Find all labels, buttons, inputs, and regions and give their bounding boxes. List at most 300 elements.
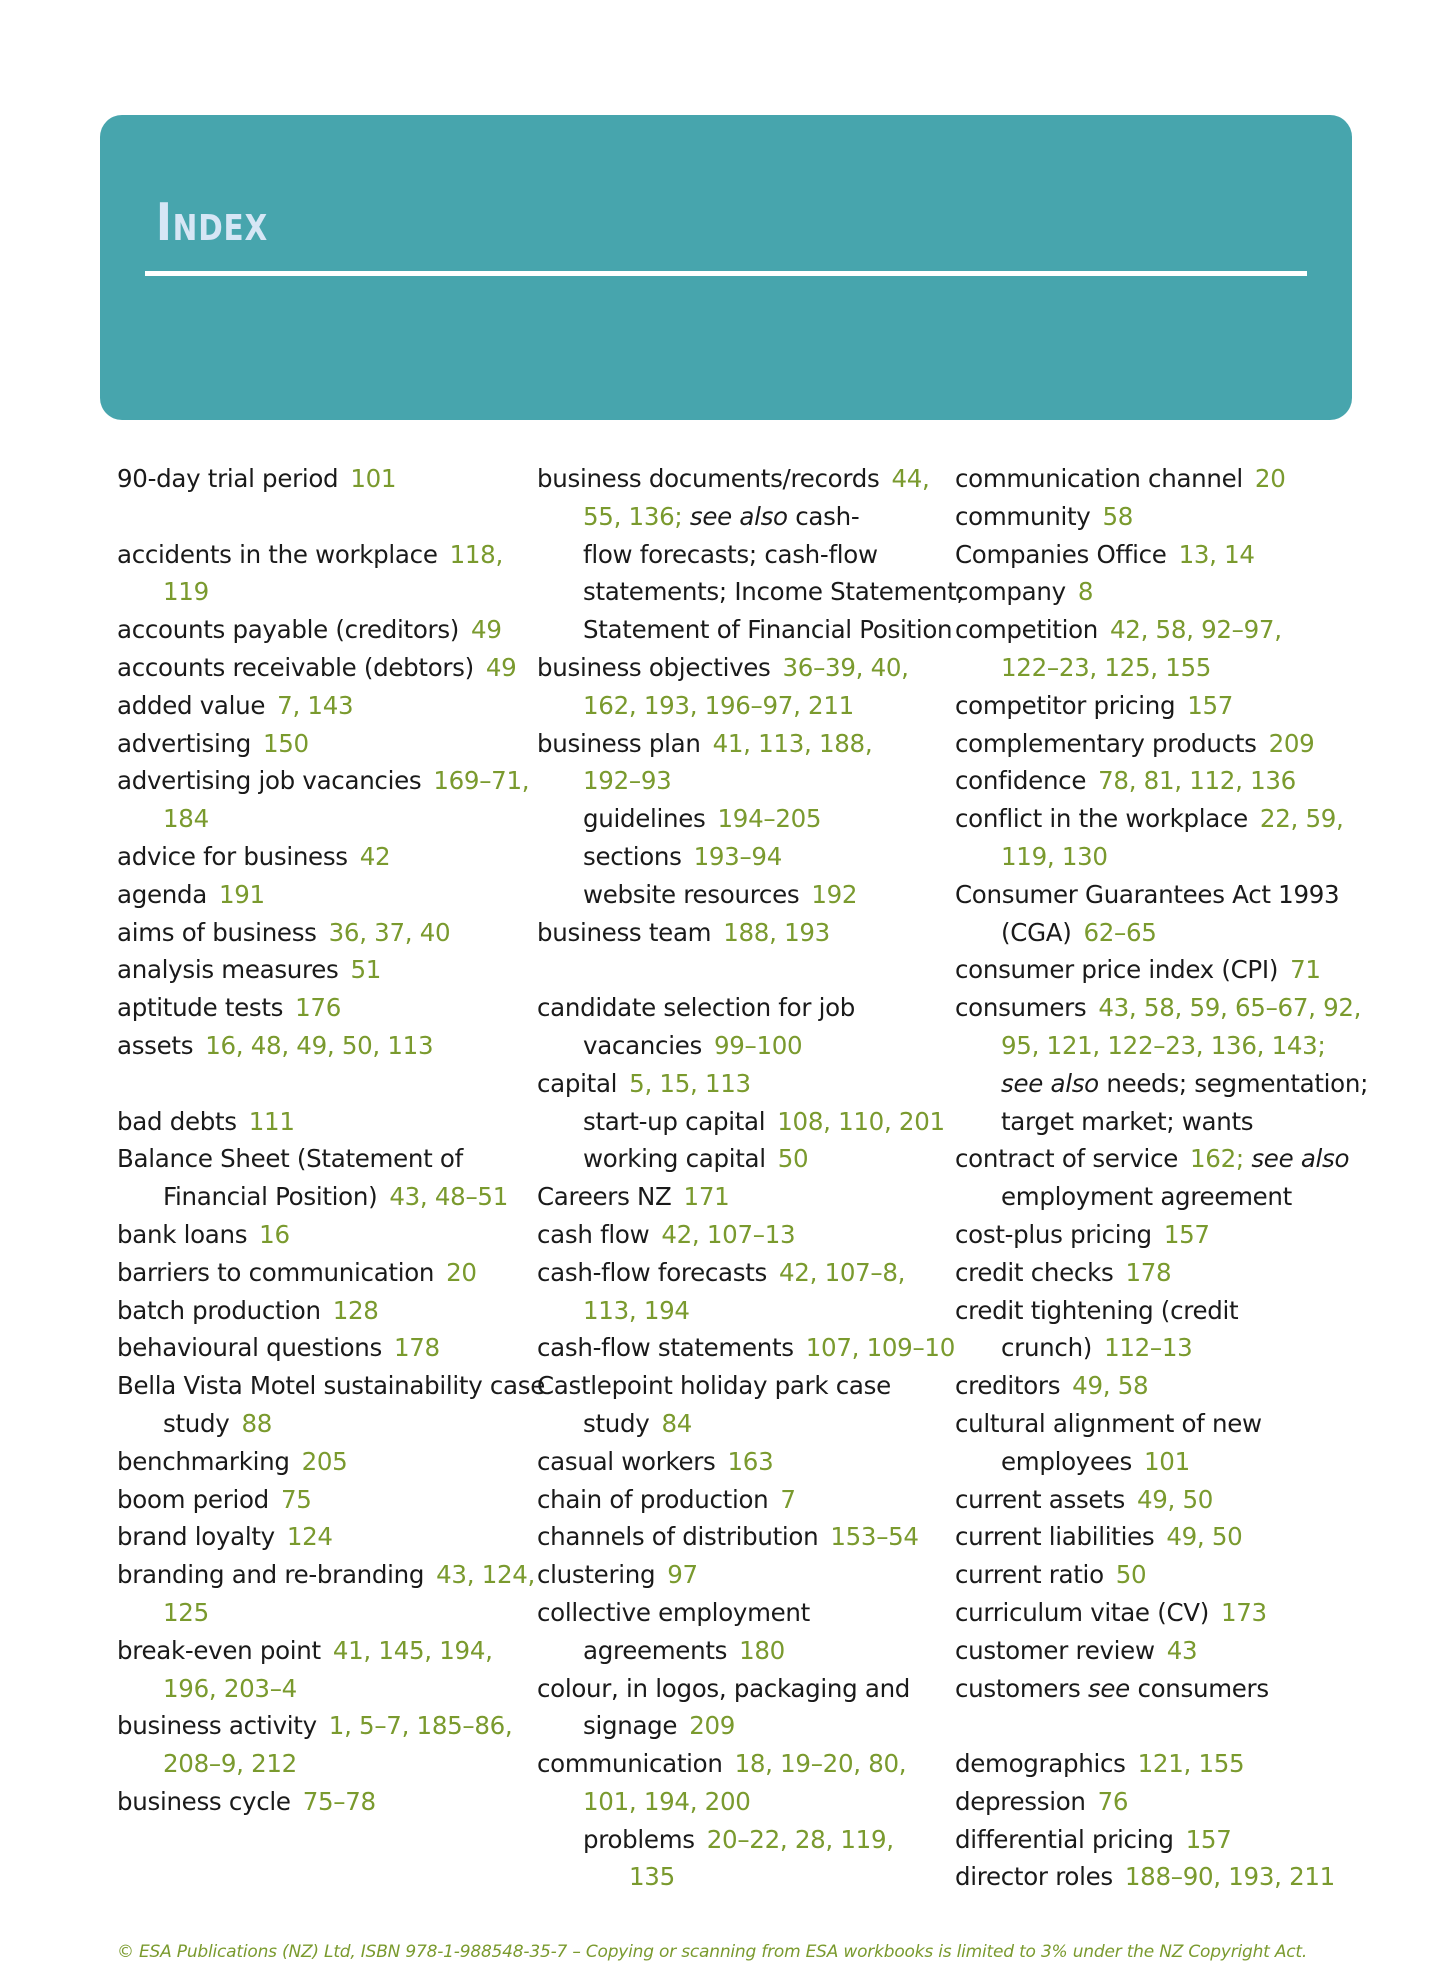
index-entry-line <box>117 1632 537 1670</box>
index-entry-line <box>955 1518 1375 1556</box>
index-entry-line <box>117 762 537 800</box>
page-references: 1, 5–7, 185–86, <box>328 1711 513 1741</box>
index-entry-line <box>537 1443 957 1481</box>
index-term: needs; segmentation; <box>1098 1068 1369 1098</box>
index-entry-line <box>537 914 957 952</box>
index-term: employees <box>1001 1446 1132 1476</box>
page-references: 97 <box>667 1560 698 1590</box>
index-entry-line <box>537 1292 957 1330</box>
page-references: 49 <box>485 652 517 682</box>
index-entry-line <box>537 1367 957 1405</box>
index-entry-line <box>117 1103 537 1141</box>
index-term: advertising <box>117 728 251 758</box>
page-references: 49, 58 <box>1072 1371 1149 1401</box>
index-entry-line <box>537 1405 957 1443</box>
index-entry-line <box>117 536 537 574</box>
index-term: agenda <box>117 879 207 909</box>
page-references: 169–71, <box>433 766 530 796</box>
index-entry-line <box>955 876 1375 914</box>
index-term: company <box>955 577 1066 607</box>
index-term: Careers NZ <box>537 1182 672 1212</box>
index-entry-line <box>537 1178 957 1216</box>
index-entry-line <box>537 1783 957 1821</box>
index-entry-line <box>955 1670 1375 1708</box>
page-references: 42, 107–13 <box>661 1219 796 1249</box>
index-term: bank loans <box>117 1219 248 1249</box>
index-entry-line <box>955 1329 1375 1367</box>
index-term: Consumer Guarantees Act 1993 <box>955 879 1340 909</box>
page-references: 88 <box>241 1408 273 1438</box>
index-entry-line <box>117 914 537 952</box>
page-references: 107, 109–10 <box>805 1333 955 1363</box>
index-entry-line <box>955 762 1375 800</box>
page-references: 101, 194, 200 <box>583 1786 751 1816</box>
index-entry-line <box>117 876 537 914</box>
index-term: accounts receivable (debtors) <box>117 652 474 682</box>
index-term: consumer price index (CPI) <box>955 955 1279 985</box>
index-entry-line <box>955 1065 1375 1103</box>
index-term: accounts payable (creditors) <box>117 615 460 645</box>
index-term: study <box>583 1408 650 1438</box>
index-entry-line <box>955 687 1375 725</box>
page-references: 41, 113, 188, <box>712 728 873 758</box>
index-entry-line <box>955 1556 1375 1594</box>
index-entry-line <box>537 876 957 914</box>
index-entry-line <box>117 800 537 838</box>
index-entry-line <box>117 1594 537 1632</box>
index-term: cash-flow statements <box>537 1333 794 1363</box>
index-term: cost-plus pricing <box>955 1219 1152 1249</box>
index-entry-line <box>955 1140 1375 1178</box>
page-references: 49, 50 <box>1166 1522 1243 1552</box>
index-entry-line <box>117 1292 537 1330</box>
index-term: consumers <box>1129 1673 1269 1703</box>
index-term: Bella Vista Motel sustainability case <box>117 1371 546 1401</box>
index-term: working capital <box>583 1144 766 1174</box>
index-term: curriculum vitae (CV) <box>955 1597 1209 1627</box>
page-references: 16 <box>259 1219 290 1249</box>
index-entry-line <box>117 1783 537 1821</box>
index-term: differential pricing <box>955 1824 1174 1854</box>
index-term: business objectives <box>537 652 771 682</box>
index-term: depression <box>955 1786 1086 1816</box>
index-entry-line <box>117 1556 537 1594</box>
index-entry-line <box>537 1707 957 1745</box>
index-term: break-even point <box>117 1635 321 1665</box>
index-term: cash flow <box>537 1219 650 1249</box>
page-references: 192 <box>811 879 858 909</box>
index-entry-line <box>537 1821 957 1859</box>
page-references: 188, 193 <box>723 917 830 947</box>
index-entry-line <box>955 1783 1375 1821</box>
index-column-1 <box>117 460 546 1821</box>
index-entry-line <box>537 1481 957 1519</box>
page-references: 22, 59, <box>1259 804 1344 834</box>
index-entry-line <box>955 1632 1375 1670</box>
index-entry-line <box>955 1027 1375 1065</box>
index-term: crunch) <box>1001 1333 1093 1363</box>
index-entry-line <box>117 1443 537 1481</box>
index-entry-line <box>955 914 1375 952</box>
index-term: aptitude tests <box>117 993 284 1023</box>
index-term: demographics <box>955 1749 1126 1779</box>
index-term: creditors <box>955 1371 1061 1401</box>
page-references: 192–93 <box>583 766 672 796</box>
index-entry-line <box>537 573 965 611</box>
index-term: competition <box>955 615 1098 645</box>
index-entry-line <box>117 951 537 989</box>
index-term: customer review <box>955 1635 1155 1665</box>
index-entry-line <box>955 1858 1375 1896</box>
page-references: 84 <box>661 1408 693 1438</box>
index-entry-line <box>537 1329 957 1367</box>
index-entry-line <box>955 1178 1375 1216</box>
index-term: boom period <box>117 1484 269 1514</box>
page-references: 178 <box>1125 1257 1172 1287</box>
index-spacer <box>117 498 537 536</box>
index-entry-line <box>955 611 1375 649</box>
copyright-footer: © ESA Publications (NZ) Ltd, ISBN 978-1-988548-35-7 – Copying or scanning from ESA workbooks is limited to 3% under the NZ Copyright Act. <box>117 1942 1308 1962</box>
index-entry-line <box>117 1481 537 1519</box>
page-references: 42 <box>359 841 391 871</box>
page-references: 43, 124, <box>436 1560 536 1590</box>
page-references: 157 <box>1163 1219 1210 1249</box>
title-underline <box>145 271 1307 276</box>
page-references: 51 <box>350 955 382 985</box>
index-entry-line <box>955 725 1375 763</box>
index-entry-line <box>537 1254 957 1292</box>
page-references: 42, 107–8, <box>779 1257 906 1287</box>
index-term: (CGA) <box>1001 917 1072 947</box>
index-term: capital <box>537 1068 618 1098</box>
index-entry-line <box>117 687 537 725</box>
index-entry-line <box>117 573 537 611</box>
page-references: 43 <box>1166 1635 1198 1665</box>
index-entry-line <box>955 1254 1375 1292</box>
page-title: Index <box>156 193 269 253</box>
index-term: Statement of Financial Position <box>583 615 953 645</box>
index-term: Castlepoint holiday park case <box>537 1371 891 1401</box>
index-term: aims of business <box>117 917 317 947</box>
index-entry-line <box>117 725 537 763</box>
index-entry-line <box>117 1670 537 1708</box>
index-entry-line <box>955 989 1375 1027</box>
page-references: 196, 203–4 <box>163 1673 297 1703</box>
index-term: benchmarking <box>117 1446 290 1476</box>
index-term: current liabilities <box>955 1522 1155 1552</box>
index-term: statements; Income Statement; <box>583 577 965 607</box>
page-references: 7 <box>780 1484 796 1514</box>
page-references: 188–90, 193, 211 <box>1124 1862 1335 1892</box>
page-references: 101 <box>1144 1446 1190 1476</box>
index-entry-line <box>537 1594 957 1632</box>
cross-reference-label: see also <box>1001 1068 1099 1098</box>
index-entry-line <box>955 800 1375 838</box>
index-term: confidence <box>955 766 1087 796</box>
page-references: 58 <box>1102 501 1134 531</box>
index-entry-line <box>117 1405 537 1443</box>
index-entry-line <box>537 1103 957 1141</box>
index-entry-line <box>955 951 1375 989</box>
page-references: 193–94 <box>693 841 782 871</box>
index-entry-line <box>117 1329 537 1367</box>
index-term: contract of service <box>955 1144 1179 1174</box>
page-references: 191 <box>218 879 265 909</box>
page-references: 50 <box>777 1144 809 1174</box>
page-references: 124 <box>286 1522 333 1552</box>
index-term: advice for business <box>117 841 348 871</box>
page-references: 118, <box>449 539 503 569</box>
page-references: 18, 19–20, 80, <box>734 1749 907 1779</box>
index-entry-line <box>117 611 537 649</box>
index-term: problems <box>583 1824 695 1854</box>
page-references: 125 <box>163 1597 209 1627</box>
page-references: 128 <box>332 1295 379 1325</box>
index-term: current ratio <box>955 1560 1104 1590</box>
index-entry-line <box>537 1140 957 1178</box>
cross-reference-label: see also <box>682 501 788 531</box>
index-term: cultural alignment of new <box>955 1408 1262 1438</box>
index-term: target market; wants <box>1001 1106 1254 1136</box>
index-term: cash- <box>787 501 860 531</box>
page-references: 119 <box>163 577 209 607</box>
page-references: 162, 193, 196–97, 211 <box>583 690 854 720</box>
page-references: 194–205 <box>717 804 822 834</box>
index-entry-line <box>537 1556 957 1594</box>
index-term: credit checks <box>955 1257 1114 1287</box>
page-references: 50 <box>1115 1560 1147 1590</box>
index-term: signage <box>583 1711 678 1741</box>
index-term: customers <box>955 1673 1088 1703</box>
index-entry-line <box>955 838 1375 876</box>
index-term: clustering <box>537 1560 656 1590</box>
index-term: Financial Position) <box>163 1182 378 1212</box>
page-references: 44, <box>891 464 930 493</box>
index-entry-line <box>117 1707 537 1745</box>
page-references: 209 <box>689 1711 736 1741</box>
index-term: channels of distribution <box>537 1522 819 1552</box>
page-references: 36–39, 40, <box>782 652 909 682</box>
page-references: 8 <box>1077 577 1094 607</box>
index-entry-line <box>955 1103 1375 1141</box>
index-term: flow forecasts; cash-flow <box>583 539 878 569</box>
index-entry-line <box>117 989 537 1027</box>
index-entry-line <box>955 1367 1375 1405</box>
index-entry-line <box>537 838 957 876</box>
index-term: employment agreement <box>1001 1182 1292 1212</box>
page-references: 178 <box>393 1333 440 1363</box>
page-references: 41, 145, 194, <box>332 1635 493 1665</box>
index-entry-line <box>537 725 957 763</box>
index-term: business cycle <box>117 1786 291 1816</box>
index-term: business documents/records <box>537 464 880 493</box>
page-references: 163 <box>727 1446 774 1476</box>
index-term: sections <box>583 841 682 871</box>
page-references: 180 <box>739 1635 785 1665</box>
page-references: 42, 58, 92–97, <box>1110 615 1282 645</box>
index-term: Companies Office <box>955 539 1167 569</box>
index-spacer <box>537 951 957 989</box>
page-references: 78, 81, 112, 136 <box>1098 766 1296 796</box>
index-term: start-up capital <box>583 1106 766 1136</box>
page-references: 157 <box>1187 690 1234 720</box>
index-term: consumers <box>955 993 1087 1023</box>
index-entry-line <box>117 1216 537 1254</box>
index-entry-line <box>117 1518 537 1556</box>
index-term: communication channel <box>955 464 1243 493</box>
page-references: 75–78 <box>302 1786 376 1816</box>
index-entry-line <box>955 460 1375 498</box>
page-references: 171 <box>683 1182 730 1212</box>
index-term: assets <box>117 1030 194 1060</box>
page-references: 99–100 <box>713 1030 803 1060</box>
page-references: 121, 155 <box>1137 1749 1245 1779</box>
page-references: 75 <box>280 1484 312 1514</box>
index-term: credit tightening (credit <box>955 1295 1239 1325</box>
page-references: 119, 130 <box>1001 841 1108 871</box>
page-references: 49 <box>471 615 502 645</box>
index-term: business activity <box>117 1711 317 1741</box>
index-term: branding and re-branding <box>117 1560 425 1590</box>
index-entry-line <box>537 460 957 498</box>
cross-reference-label: see <box>1087 1673 1130 1703</box>
index-term: guidelines <box>583 804 706 834</box>
index-spacer <box>955 1707 1375 1745</box>
page-references: 113, 194 <box>583 1295 690 1325</box>
page-references: 43, 48–51 <box>389 1182 508 1212</box>
page-references: 135 <box>629 1862 675 1892</box>
cross-reference-label: see also <box>1243 1144 1350 1174</box>
index-term: study <box>163 1408 230 1438</box>
index-term: added value <box>117 690 266 720</box>
index-column-2 <box>537 460 965 1896</box>
index-term: chain of production <box>537 1484 769 1514</box>
page-references: 43, 58, 59, 65–67, 92, <box>1098 993 1362 1023</box>
page-references: 16, 48, 49, 50, 113 <box>205 1030 434 1060</box>
index-entry-line <box>537 1632 957 1670</box>
index-entry-line <box>537 1027 957 1065</box>
index-term: competitor pricing <box>955 690 1176 720</box>
index-spacer <box>117 1065 537 1103</box>
index-entry-line <box>537 1065 957 1103</box>
index-entry-line <box>117 460 537 498</box>
index-entry-line <box>117 1254 537 1292</box>
index-entry-line <box>955 1481 1375 1519</box>
page-references: 205 <box>301 1446 348 1476</box>
page-references: 71 <box>1290 955 1321 985</box>
index-term: barriers to communication <box>117 1257 435 1287</box>
index-entry-line <box>537 1518 957 1556</box>
page-references: 13, 14 <box>1178 539 1255 569</box>
page-references: 112–13 <box>1104 1333 1193 1363</box>
index-entry-line <box>537 989 957 1027</box>
index-term: analysis measures <box>117 955 339 985</box>
index-entry-line <box>955 649 1375 687</box>
index-term: advertising job vacancies <box>117 766 422 796</box>
page-references: 209 <box>1268 728 1315 758</box>
page-references: 5, 15, 113 <box>629 1068 751 1098</box>
index-entry-line <box>117 649 537 687</box>
page-references: 62–65 <box>1083 917 1157 947</box>
page-references: 111 <box>248 1106 295 1136</box>
index-entry-line <box>117 1140 537 1178</box>
index-entry-line <box>955 1405 1375 1443</box>
index-term: 90-day trial period <box>117 464 339 493</box>
index-entry-line <box>955 1443 1375 1481</box>
index-entry-line <box>537 649 957 687</box>
index-entry-line <box>537 1745 957 1783</box>
index-entry-line <box>955 498 1375 536</box>
index-entry-line <box>537 498 957 536</box>
index-entry-line <box>955 573 1375 611</box>
index-entry-line <box>117 838 537 876</box>
index-entry-line <box>537 1216 957 1254</box>
index-entry-line <box>955 1745 1375 1783</box>
index-entry-line <box>955 1821 1375 1859</box>
page-references: 184 <box>163 804 209 834</box>
index-term: candidate selection for job <box>537 993 856 1023</box>
index-term: business team <box>537 917 712 947</box>
index-entry-line <box>955 1292 1375 1330</box>
page-references: 101 <box>350 464 397 493</box>
index-term: communication <box>537 1749 723 1779</box>
index-term: conflict in the workplace <box>955 804 1248 834</box>
index-term: cash-flow forecasts <box>537 1257 768 1287</box>
index-term: business plan <box>537 728 701 758</box>
index-entry-line <box>537 536 957 574</box>
page-references: 173 <box>1220 1597 1267 1627</box>
page-references: 208–9, 212 <box>163 1749 297 1779</box>
index-term: behavioural questions <box>117 1333 382 1363</box>
index-entry-line <box>537 687 957 725</box>
page-references: 150 <box>262 728 309 758</box>
page-references: 20 <box>1254 464 1286 493</box>
index-term: Balance Sheet (Statement of <box>117 1144 463 1174</box>
index-term: complementary products <box>955 728 1257 758</box>
index-entry-line <box>117 1367 546 1405</box>
index-term: colour, in logos, packaging and <box>537 1673 911 1703</box>
index-term: vacancies <box>583 1030 702 1060</box>
index-entry-line <box>537 1670 957 1708</box>
index-column-3 <box>955 460 1375 1896</box>
index-entry-line <box>537 611 957 649</box>
page-references: 157 <box>1185 1824 1232 1854</box>
index-term: brand loyalty <box>117 1522 275 1552</box>
page-references: 20–22, 28, 119, <box>706 1824 894 1854</box>
index-entry-line <box>537 1858 957 1896</box>
index-entry-line <box>955 1594 1375 1632</box>
page-references: 7, 143 <box>277 690 354 720</box>
index-entry-line <box>955 1216 1375 1254</box>
page-references: 176 <box>295 993 342 1023</box>
index-entry-line <box>537 800 957 838</box>
page-references: 108, 110, 201 <box>777 1106 945 1136</box>
index-term: accidents in the workplace <box>117 539 438 569</box>
page-references: 122–23, 125, 155 <box>1001 652 1212 682</box>
index-term: director roles <box>955 1862 1113 1892</box>
index-term: website resources <box>583 879 800 909</box>
page-references: 49, 50 <box>1136 1484 1214 1514</box>
page-references: 95, 121, 122–23, 136, 143; <box>1001 1030 1326 1060</box>
page-references: 20 <box>446 1257 477 1287</box>
index-term: current assets <box>955 1484 1125 1514</box>
index-entry-line <box>117 1178 537 1216</box>
page-references: 36, 37, 40 <box>328 917 451 947</box>
page-references: 162; <box>1190 1144 1244 1174</box>
index-term: casual workers <box>537 1446 716 1476</box>
index-entry-line <box>955 536 1375 574</box>
page-references: 153–54 <box>830 1522 919 1552</box>
